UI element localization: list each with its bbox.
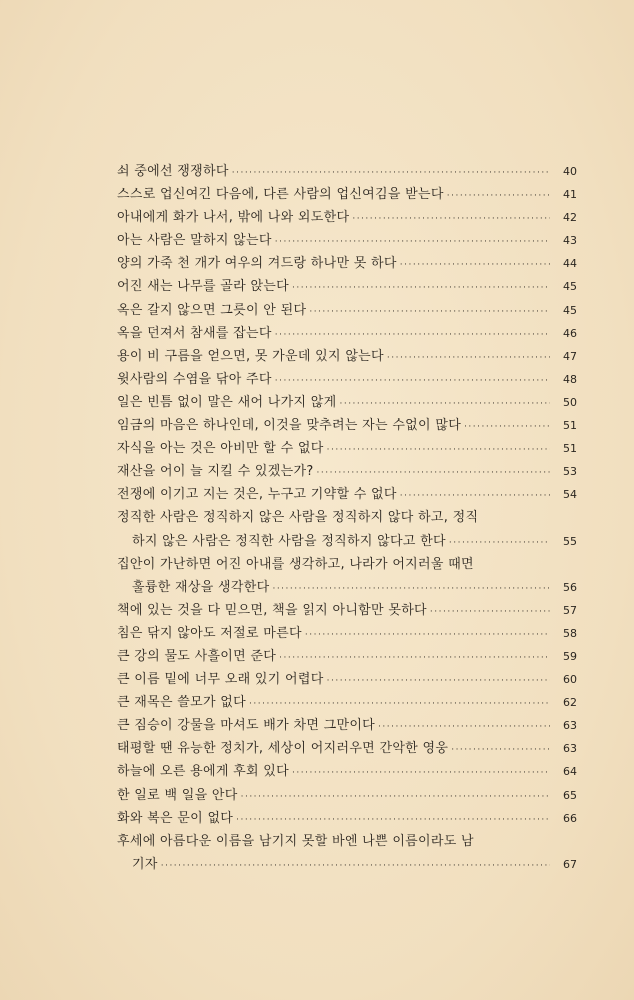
toc-entry [117,483,577,506]
toc-entry-title: 책에 있는 것을 다 믿으면, 책을 읽지 아니함만 못하다 [117,602,427,618]
toc-entry [117,737,577,760]
toc-entry-title: 큰 짐승이 강물을 마셔도 배가 차면 그만이다 [117,718,376,734]
toc-entry-page: 60 [563,673,577,687]
dot-leader [327,670,550,693]
toc-entry-title: 훌륭한 재상을 생각한다 [132,579,270,595]
toc-entry [117,368,577,391]
toc-entry [117,506,577,552]
toc-entry-page: 55 [563,534,577,548]
toc-entry-title: 하지 않은 사람은 정직한 사람을 정직하지 않다고 한다 [132,533,446,549]
toc-entry [117,252,577,275]
toc-entry [117,391,577,414]
toc-entry-title: 어진 새는 나무를 골라 앉는다 [117,279,290,295]
dot-leader [387,347,550,370]
toc-entry-page: 51 [563,419,577,433]
toc-entry-page: 48 [563,372,577,386]
table-of-contents [117,160,577,876]
toc-entry [117,414,577,437]
toc-entry-page: 64 [563,765,577,779]
toc-entry-page: 57 [563,603,577,617]
toc-entry-page: 66 [563,811,577,825]
dot-leader [272,578,550,601]
toc-entry-title: 화와 복은 문이 없다 [117,810,234,826]
toc-entry-title: 큰 강의 물도 사흘이면 준다 [117,648,277,664]
dot-leader [430,601,550,624]
dot-leader [327,439,550,462]
dot-leader [275,231,550,254]
toc-entry-page: 51 [563,442,577,456]
toc-entry-title: 태평할 땐 유능한 정치가, 세상이 어지러우면 간악한 영웅 [117,741,449,757]
toc-entry-page: 42 [563,211,577,225]
toc-entry-page: 44 [563,257,577,271]
toc-entry-page: 67 [563,857,577,871]
toc-entry-title: 용이 비 구름을 얻으면, 못 가운데 있지 않는다 [117,348,384,364]
dot-leader [339,393,550,416]
toc-entry-page: 46 [563,326,577,340]
dot-leader [161,855,550,878]
dot-leader [249,693,550,716]
toc-entry-page: 40 [563,165,577,178]
toc-entry [117,229,577,252]
toc-entry-title: 큰 이름 밑에 너무 오래 있기 어렵다 [117,672,324,688]
toc-entry [117,691,577,714]
toc-entry [117,299,577,322]
toc-entry [117,322,577,345]
toc-entry-page: 45 [563,280,577,294]
toc-entry-page: 50 [563,395,577,409]
toc-entry-title-line1: 후세에 아름다운 이름을 남기지 못할 바엔 나쁜 이름이라도 남 [117,833,474,849]
toc-entry-title: 윗사람의 수염을 닦아 주다 [117,371,272,387]
dot-leader [378,716,550,739]
dot-leader [309,301,550,324]
dot-leader [292,762,550,785]
toc-entry-page: 58 [563,626,577,640]
toc-entry-title: 임금의 마음은 하나인데, 이것을 맞추려는 자는 수없이 많다 [117,418,462,434]
toc-entry [117,830,577,876]
toc-entry [117,553,577,599]
toc-entry-page: 41 [563,188,577,202]
toc-entry [117,345,577,368]
dot-leader [317,462,550,485]
toc-entry [117,206,577,229]
dot-leader [241,786,550,809]
toc-entry-title: 기자 [132,856,158,872]
dot-leader [275,324,550,347]
toc-entry-page: 45 [563,303,577,317]
dot-leader [275,370,550,393]
toc-entry-title: 자식을 아는 것은 아비만 할 수 없다 [117,441,324,457]
dot-leader [279,647,550,670]
toc-entry [117,460,577,483]
toc-entry-title: 옥을 던져서 참새를 잡는다 [117,325,272,341]
dot-leader [305,624,550,647]
toc-entry [117,807,577,830]
toc-entry-page: 53 [563,465,577,479]
toc-entry-page: 63 [563,719,577,733]
toc-entry-title-line1: 집안이 가난하면 어진 아내를 생각하고, 나라가 어지러울 때면 [117,556,474,572]
toc-entry-page: 63 [563,742,577,756]
toc-entry [117,183,577,206]
toc-entry-title: 큰 재목은 쓸모가 없다 [117,695,247,711]
toc-entry-page: 62 [563,696,577,710]
toc-entry [117,599,577,622]
toc-entry [117,760,577,783]
toc-entry-page: 54 [563,488,577,502]
toc-entry [117,784,577,807]
toc-entry-title: 쇠 중에선 쟁쟁하다 [117,164,229,179]
toc-entry [117,622,577,645]
toc-entry-title-line1: 정직한 사람은 정직하지 않은 사람을 정직하지 않다 하고, 정직 [117,510,479,526]
toc-entry-title: 양의 가죽 천 개가 여우의 겨드랑 하나만 못 하다 [117,256,397,272]
dot-leader [464,416,550,439]
dot-leader [400,254,550,277]
toc-entry-title: 스스로 업신여긴 다음에, 다른 사람의 업신여김을 받는다 [117,187,444,203]
dot-leader [292,277,550,300]
toc-entry-page: 47 [563,349,577,363]
toc-entry-title: 재산을 어이 늘 지킬 수 있겠는가? [117,464,314,480]
toc-entry-title: 하늘에 오른 용에게 후회 있다 [117,764,290,780]
toc-entry [117,437,577,460]
toc-entry-title: 전쟁에 이기고 지는 것은, 누구고 기약할 수 없다 [117,487,397,503]
dot-leader [236,809,550,832]
toc-entry-page: 43 [563,234,577,248]
toc-entry-page: 65 [563,788,577,802]
toc-entry [117,668,577,691]
toc-entry [117,275,577,298]
toc-entry [117,645,577,668]
toc-entry-title: 침은 닦지 않아도 저절로 마른다 [117,625,302,641]
toc-entry-title: 옥은 갈지 않으면 그릇이 안 된다 [117,302,307,318]
toc-entry-page: 59 [563,649,577,663]
dot-leader [352,208,550,231]
dot-leader [451,739,550,762]
toc-entry [117,714,577,737]
dot-leader [232,162,550,185]
toc-entry-title: 일은 빈틈 없이 말은 새어 나가지 않게 [117,394,337,410]
toc-entry [117,160,577,183]
dot-leader [449,532,550,555]
toc-entry-title: 아내에게 화가 나서, 밖에 나와 외도한다 [117,210,350,226]
toc-entry-page: 56 [563,580,577,594]
toc-entry-title: 아는 사람은 말하지 않는다 [117,233,272,249]
toc-entry-title: 한 일로 백 일을 안다 [117,787,238,803]
dot-leader [447,185,550,208]
dot-leader [400,485,550,508]
